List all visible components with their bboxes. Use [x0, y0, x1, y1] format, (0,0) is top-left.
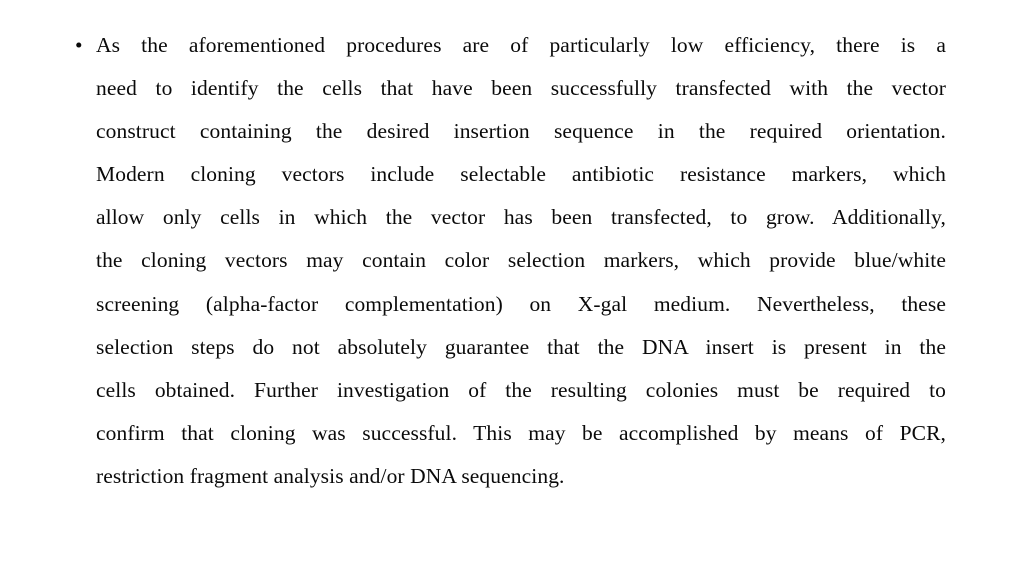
bullet-marker: •	[75, 33, 83, 57]
text-line: allow only cells in which the vector has been transfected, to grow. Additionally,	[96, 205, 946, 230]
text-line: the cloning vectors may contain color selection markers, which provide blue/white	[96, 248, 946, 273]
text-line: restriction fragment analysis and/or DNA sequencing.	[96, 463, 565, 488]
text-line: Modern cloning vectors include selectable antibiotic resistance markers, which	[96, 162, 946, 187]
text-line: As the aforementioned procedures are of particularly low efficiency, there is a	[96, 33, 946, 57]
text-line: confirm that cloning was successful. This may be accomplished by means of PCR,	[96, 420, 946, 445]
text-line: screening (alpha-factor complementation) on X-gal medium. Nevertheless, these	[96, 291, 946, 316]
text-line: need to identify the cells that have been successfully transfected with the vector	[96, 76, 946, 101]
text-line: cells obtained. Further investigation of the resulting colonies must be required to	[96, 377, 946, 402]
text-line: construct containing the desired insertion sequence in the required orientation.	[96, 119, 946, 144]
bullet-item	[75, 24, 946, 498]
text-line: selection steps do not absolutely guarantee that the DNA insert is present in the	[96, 334, 946, 359]
